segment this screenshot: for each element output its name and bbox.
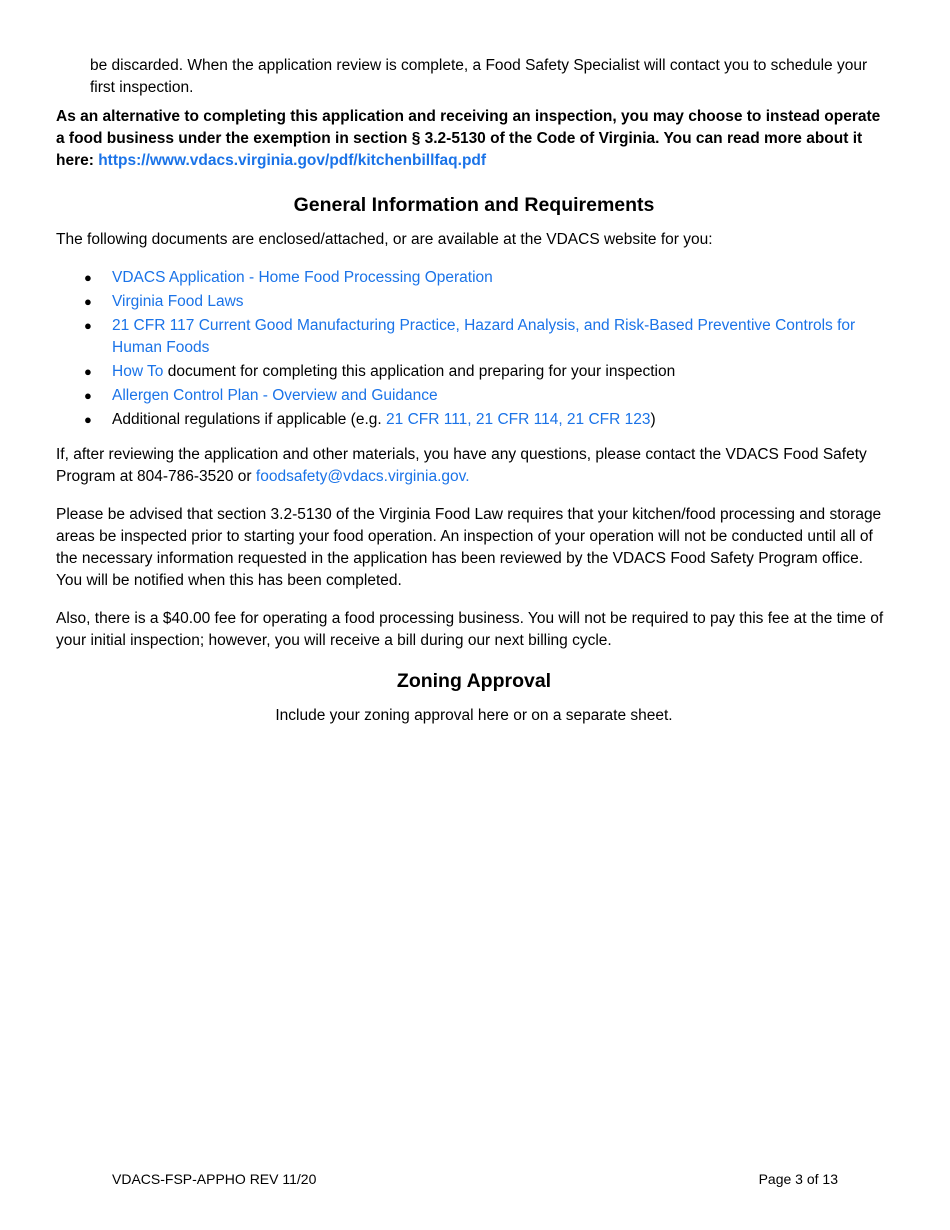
kitchen-bill-faq-link[interactable]: https://www.vdacs.virginia.gov/pdf/kitchenbillfaq.pdf — [98, 152, 487, 169]
additional-regulations-prefix: Additional regulations if applicable (e.g. — [112, 411, 387, 428]
document-page — [56, 55, 892, 727]
bullet-icon: ● — [84, 318, 92, 333]
bullet-icon: ● — [84, 270, 92, 285]
page-number: Page 3 of 13 — [758, 1171, 838, 1187]
section-heading-general: General Information and Requirements — [293, 194, 655, 216]
bullet-icon: ● — [84, 364, 92, 379]
food-safety-email-link[interactable]: foodsafety@vdacs.virginia.gov. — [255, 468, 470, 485]
vdacs-application-link[interactable]: VDACS Application - Home Food Processing Operation — [112, 269, 493, 286]
allergen-control-plan-link[interactable]: Allergen Control Plan - Overview and Guidance — [112, 387, 438, 404]
zoning-instruction: Include your zoning approval here or on a separate sheet. — [275, 707, 673, 724]
documents-intro: The following documents are enclosed/attached, or are available at the VDACS website for you: — [56, 231, 713, 248]
form-id: VDACS-FSP-APPHO REV 11/20 — [112, 1171, 317, 1187]
exemption-text: As an alternative to completing this application and receiving an inspection, you may choose to instead operate a food business under the exemption in section § 3.2-5130 of the Code of Virginia. You can read more about it here: — [56, 108, 881, 169]
list-item — [56, 409, 892, 431]
how-to-link[interactable]: How To — [112, 363, 164, 380]
exemption-paragraph — [56, 106, 892, 172]
contact-text: If, after reviewing the application and other materials, you have any questions, please contact the VDACS Food Safety Program at 804-786-3520 or — [56, 446, 867, 485]
bullet-icon: ● — [84, 412, 92, 427]
fee-notice: Also, there is a $40.00 fee for operating a food processing business. You will not be required to pay this fee at the time of your initial inspection; however, you will receive a bill during our next billing cycle. — [56, 610, 884, 649]
list-item — [56, 361, 892, 383]
list-item — [56, 267, 892, 289]
list-item — [56, 315, 892, 359]
section-heading-zoning: Zoning Approval — [396, 670, 552, 692]
cfr-117-link[interactable]: 21 CFR 117 Current Good Manufacturing Practice, Hazard Analysis, and Risk-Based Preventive Controls for Human Foods — [112, 317, 856, 356]
how-to-description: document for completing this application and preparing for your inspection — [163, 363, 676, 380]
bullet-icon: ● — [84, 294, 92, 309]
additional-cfr-link[interactable]: 21 CFR 111, 21 CFR 114, 21 CFR 123 — [386, 411, 651, 428]
intro-continuation: be discarded. When the application review is complete, a Food Safety Specialist will contact you to schedule your first inspection. — [90, 57, 868, 96]
list-item — [56, 291, 892, 313]
virginia-food-laws-link[interactable]: Virginia Food Laws — [112, 293, 244, 310]
bullet-icon: ● — [84, 388, 92, 403]
documents-list — [56, 267, 892, 431]
additional-regulations-suffix: ) — [650, 411, 656, 428]
contact-paragraph — [56, 444, 892, 488]
inspection-notice: Please be advised that section 3.2-5130 of the Virginia Food Law requires that your kitchen/food processing and storage areas be inspected prior to starting your food operation. An inspection of your operation will not be conducted until all of the necessary information requested in the application has been reviewed by the VDACS Food Safety Program office. You will be notified when this has been completed. — [56, 506, 882, 589]
list-item — [56, 385, 892, 407]
